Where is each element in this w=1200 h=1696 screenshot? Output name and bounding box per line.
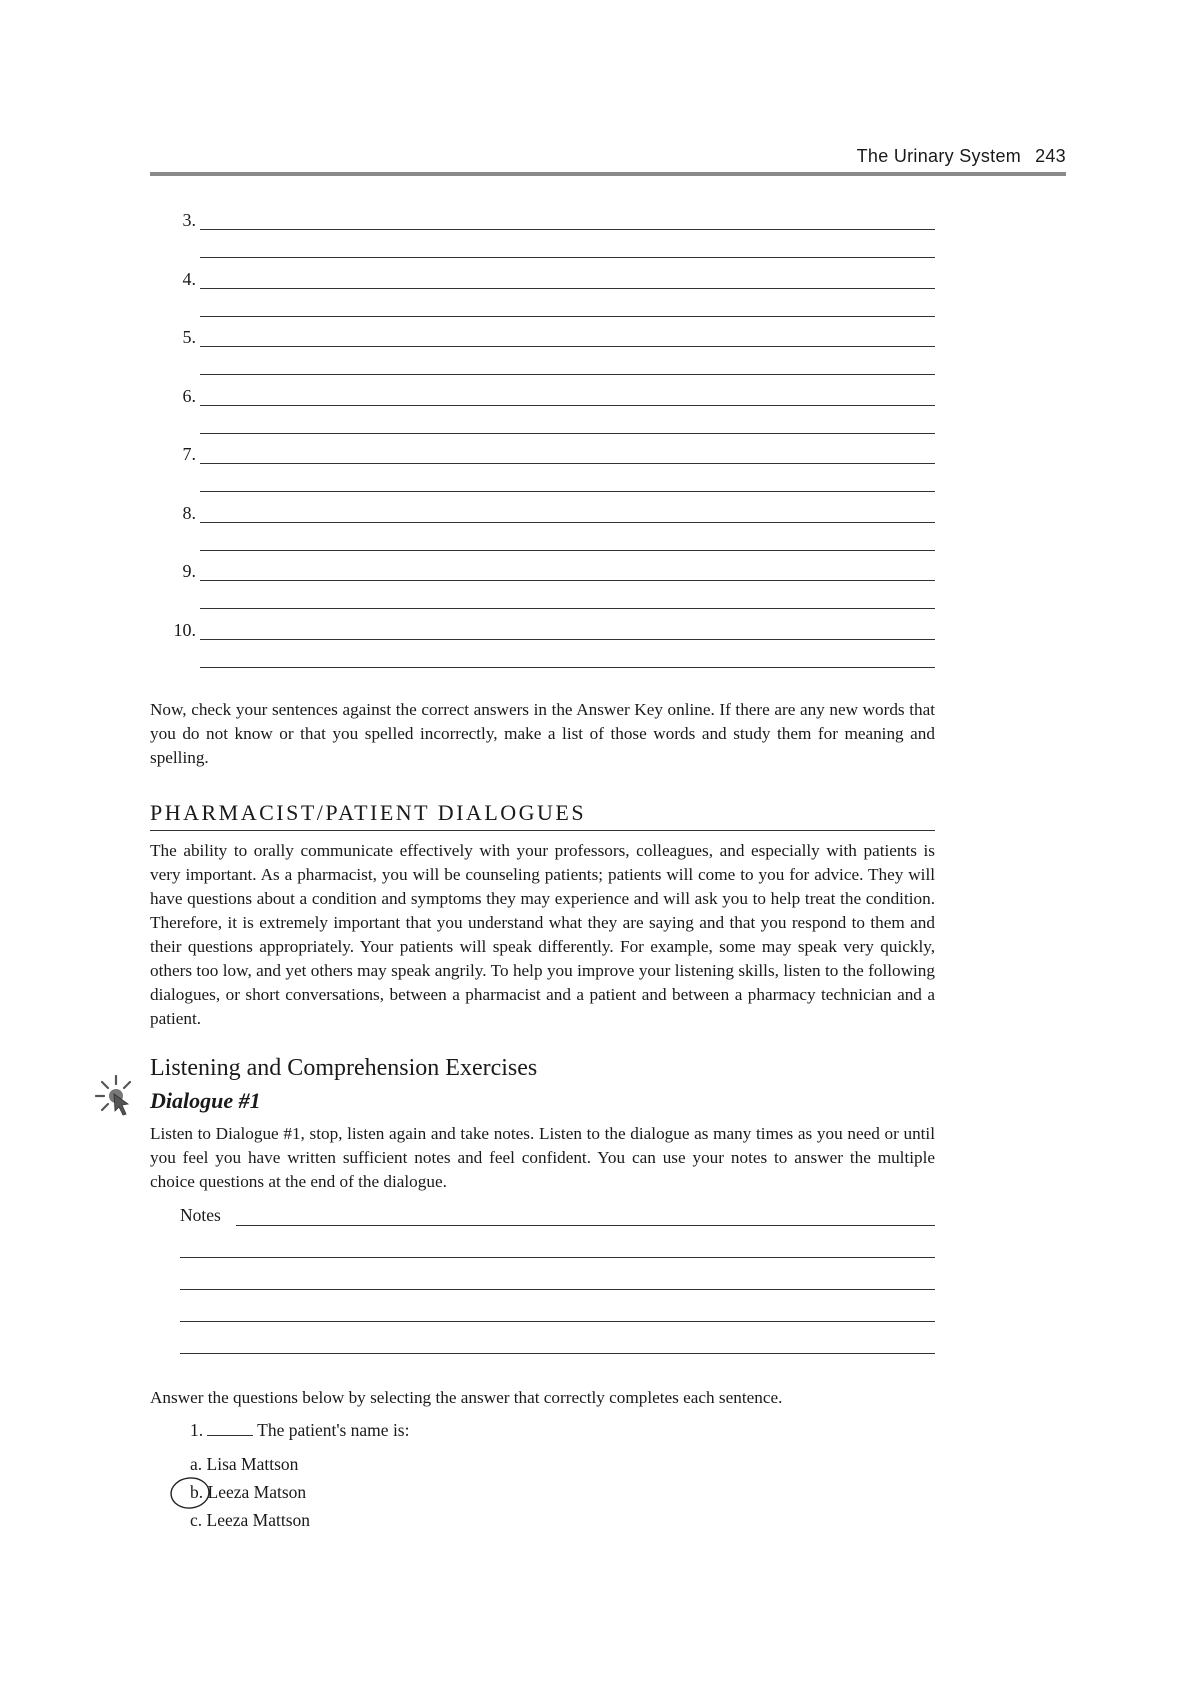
listen-instructions: Listen to Dialogue #1, stop, listen again and take notes. Listen to the dialogue as many times as you need or until you feel you have written sufficient notes and feel confident. You can use your notes to answer the multiple choice questions at the end of the dialogue. bbox=[150, 1124, 935, 1191]
dialogue-title: Dialogue #1 bbox=[150, 1088, 261, 1113]
answer-item bbox=[170, 386, 935, 445]
answer-item bbox=[170, 327, 935, 386]
answer-instructions: Answer the questions below by selecting the answer that correctly completes each sentence. bbox=[150, 1388, 783, 1407]
answer-line[interactable] bbox=[200, 608, 935, 609]
answer-number: 4. bbox=[182, 268, 196, 289]
answer-line[interactable] bbox=[200, 667, 935, 668]
answer-number: 9. bbox=[182, 561, 196, 581]
answer-item bbox=[170, 620, 935, 679]
option-b[interactable]: b. Leeza Matson bbox=[190, 1482, 307, 1502]
answer-number: 5. bbox=[182, 327, 196, 347]
answer-blank[interactable] bbox=[207, 1421, 253, 1436]
notes-line[interactable] bbox=[180, 1321, 935, 1322]
answer-number: 10. bbox=[173, 619, 196, 640]
header-text bbox=[857, 146, 1066, 167]
section-title: PHARMACIST/PATIENT DIALOGUES bbox=[150, 800, 935, 831]
answer-line[interactable] bbox=[200, 288, 935, 289]
answer-line[interactable] bbox=[200, 346, 935, 347]
answer-item bbox=[170, 210, 935, 269]
question-text: The patient's name is: bbox=[257, 1420, 410, 1440]
answer-number: 8. bbox=[182, 502, 196, 523]
answer-line[interactable] bbox=[200, 433, 935, 434]
answer-item bbox=[170, 269, 935, 328]
answer-item bbox=[170, 561, 935, 620]
notes-line[interactable] bbox=[236, 1225, 935, 1226]
answer-item bbox=[170, 503, 935, 562]
answer-lines bbox=[170, 210, 935, 678]
answer-line[interactable] bbox=[200, 639, 935, 640]
listen-audio-icon[interactable] bbox=[94, 1074, 140, 1120]
answer-line[interactable] bbox=[200, 229, 935, 230]
header-title: The Urinary System bbox=[856, 146, 1022, 166]
answer-line[interactable] bbox=[200, 374, 935, 375]
notes-line[interactable] bbox=[180, 1289, 935, 1290]
answer-item bbox=[170, 444, 935, 503]
notes-line[interactable] bbox=[180, 1353, 935, 1354]
section-paragraph: The ability to orally communicate effectively with your professors, colleagues, and especially with patients is very important. As a pharmacist, you will be counseling patients; patients will come to you for advice. They will have questions about a condition and symptoms they may experience and will ask you to help treat the condition. Therefore, it is extremely important that you understand what they are saying and that you respond to them and their questions appropriately. Your patients will speak differently. For example, some may speak very quickly, others too low, and yet others may speak angrily. To help you improve your listening skills, listen to the following dialogues, or short conversations, between a pharmacist and a patient and between a pharmacy technician and a patient. bbox=[150, 841, 935, 1028]
notes-label: Notes bbox=[180, 1205, 221, 1225]
answer-line[interactable] bbox=[200, 491, 935, 492]
answer-line[interactable] bbox=[200, 316, 935, 317]
page-header bbox=[150, 140, 1066, 176]
answer-line[interactable] bbox=[200, 405, 935, 406]
answer-line[interactable] bbox=[200, 580, 935, 581]
question-number: 1. bbox=[190, 1420, 204, 1440]
exercises-title: Listening and Comprehension Exercises bbox=[150, 1055, 538, 1081]
answer-line[interactable] bbox=[200, 522, 935, 523]
answer-number: 6. bbox=[182, 385, 196, 406]
option-c[interactable]: c. Leeza Mattson bbox=[190, 1510, 311, 1530]
answer-number: 3. bbox=[182, 210, 196, 230]
header-rule bbox=[150, 172, 1066, 176]
page-number: 243 bbox=[1035, 146, 1066, 166]
answer-number: 7. bbox=[182, 444, 196, 464]
answer-line[interactable] bbox=[200, 550, 935, 551]
selected-answer-circle bbox=[168, 1475, 212, 1511]
answer-line[interactable] bbox=[200, 257, 935, 258]
notes-line[interactable] bbox=[180, 1257, 935, 1258]
option-a[interactable]: a. Lisa Mattson bbox=[190, 1454, 299, 1474]
answer-line[interactable] bbox=[200, 463, 935, 464]
check-paragraph: Now, check your sentences against the correct answers in the Answer Key online. If there are any new words that you do not know or that you spelled incorrectly, make a list of those words and study them for meaning and spelling. bbox=[150, 700, 935, 767]
question-1 bbox=[190, 1420, 409, 1441]
